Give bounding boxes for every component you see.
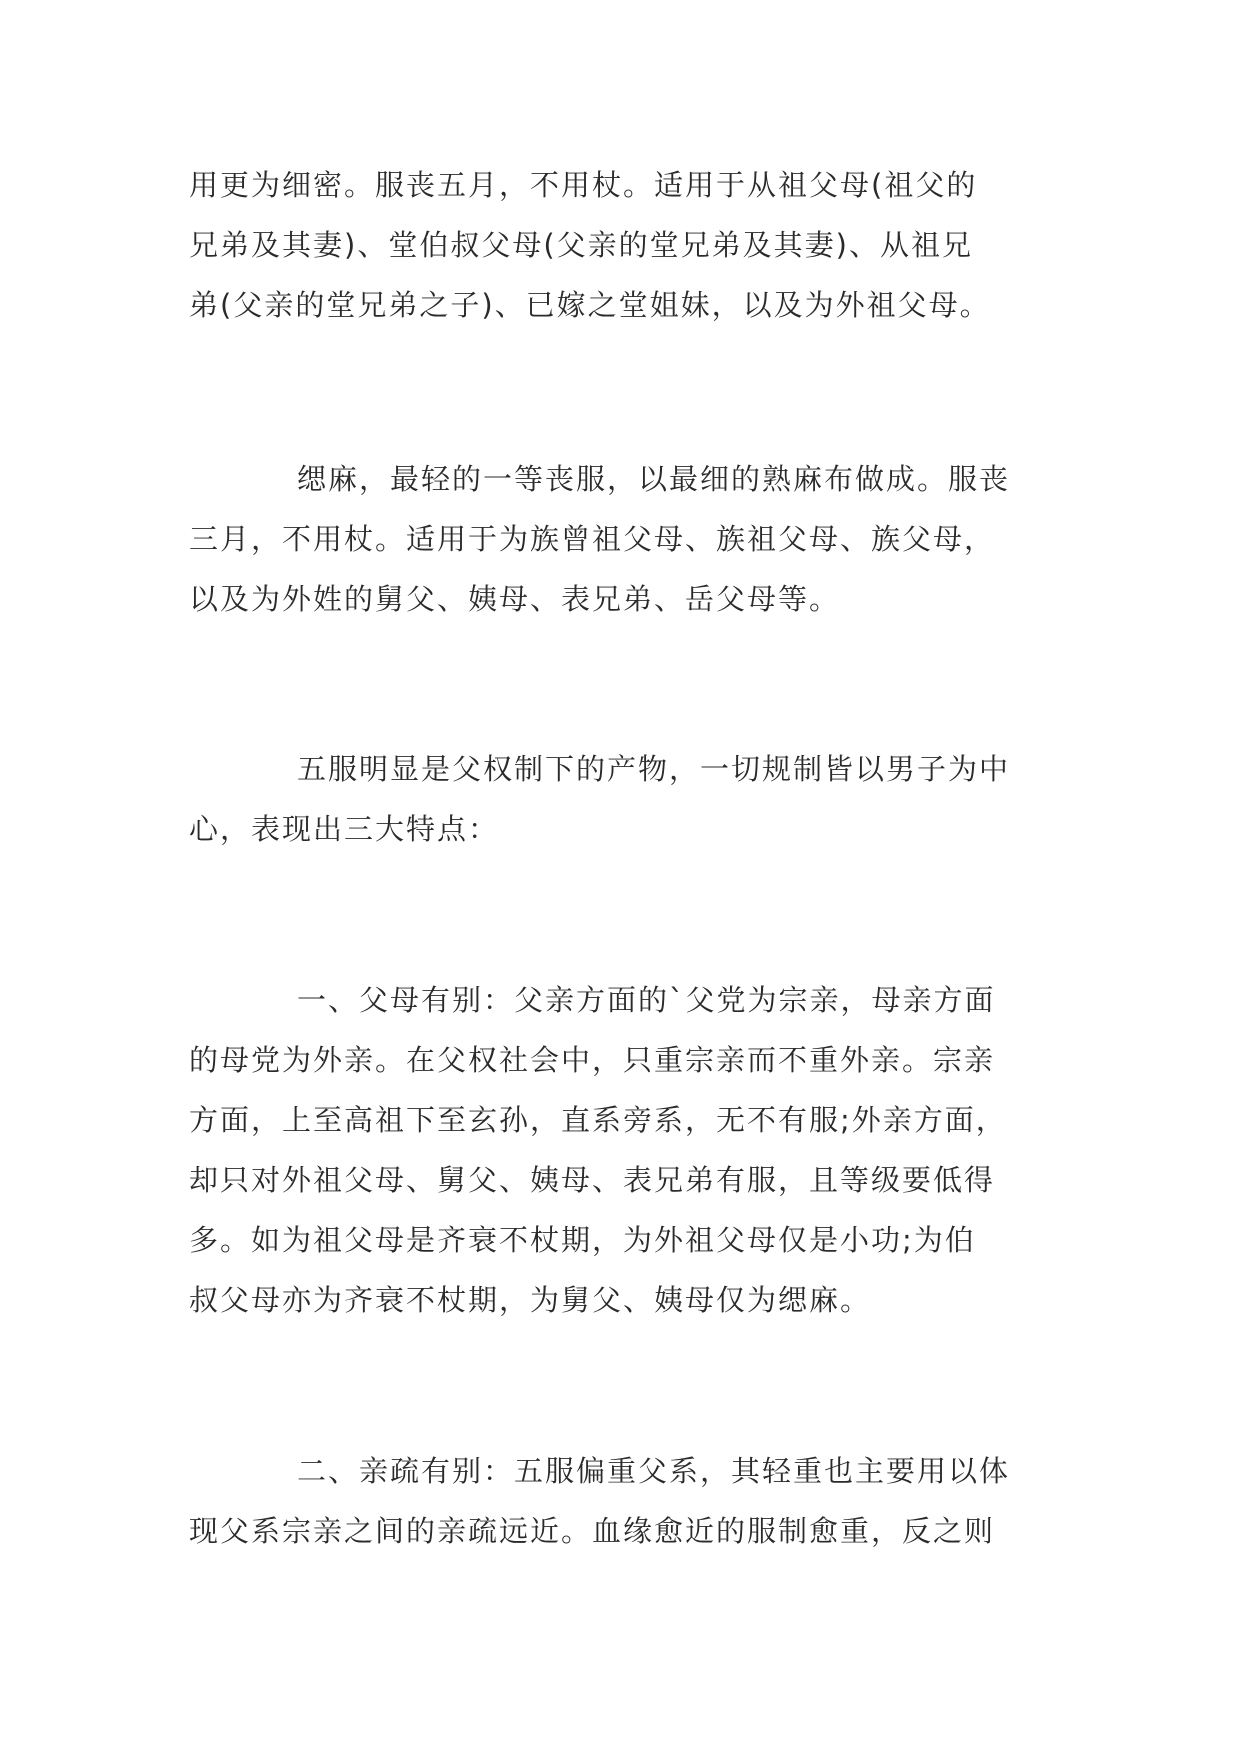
paragraph-mourning-five-months <box>189 155 1069 335</box>
text-line: 弟(父亲的堂兄弟之子)、已嫁之堂姐妹，以及为外祖父母。 <box>189 288 991 322</box>
text-line: 缌麻，最轻的一等丧服，以最细的熟麻布做成。服丧 <box>297 462 1011 496</box>
text-line: 用更为细密。服丧五月，不用杖。适用于从祖父母(祖父的 <box>189 168 978 202</box>
text-line: 多。如为祖父母是齐衰不杖期，为外祖父母仅是小功;为伯 <box>189 1223 976 1257</box>
text-line: 却只对外祖父母、舅父、姨母、表兄弟有服，且等级要低得 <box>189 1163 996 1197</box>
text-line: 叔父母亦为齐衰不杖期，为舅父、姨母仅为缌麻。 <box>189 1283 872 1317</box>
paragraph-point-two <box>189 1441 1069 1561</box>
paragraph-point-one <box>189 970 1069 1330</box>
text-line: 三月，不用杖。适用于为族曾祖父母、族祖父母、族父母， <box>189 522 996 556</box>
text-line: 心，表现出三大特点： <box>189 812 500 846</box>
text-line: 以及为外姓的舅父、姨母、表兄弟、岳父母等。 <box>189 582 841 616</box>
paragraph-five-grades-patriarchy <box>189 739 1069 859</box>
text-line: 二、亲疏有别：五服偏重父系，其轻重也主要用以体 <box>297 1454 1011 1488</box>
text-line: 兄弟及其妻)、堂伯叔父母(父亲的堂兄弟及其妻)、从祖兄 <box>189 228 973 262</box>
text-line: 五服明显是父权制下的产物，一切规制皆以男子为中 <box>297 752 1011 786</box>
text-line: 一、父母有别：父亲方面的`父党为宗亲，母亲方面 <box>297 983 996 1017</box>
paragraph-simahemp <box>189 449 1069 629</box>
text-line: 方面，上至高祖下至玄孙，直系旁系，无不有服;外亲方面， <box>189 1103 1007 1137</box>
text-line: 的母党为外亲。在父权社会中，只重宗亲而不重外亲。宗亲 <box>189 1043 996 1077</box>
text-line: 现父系宗亲之间的亲疏远近。血缘愈近的服制愈重，反之则 <box>189 1514 996 1548</box>
